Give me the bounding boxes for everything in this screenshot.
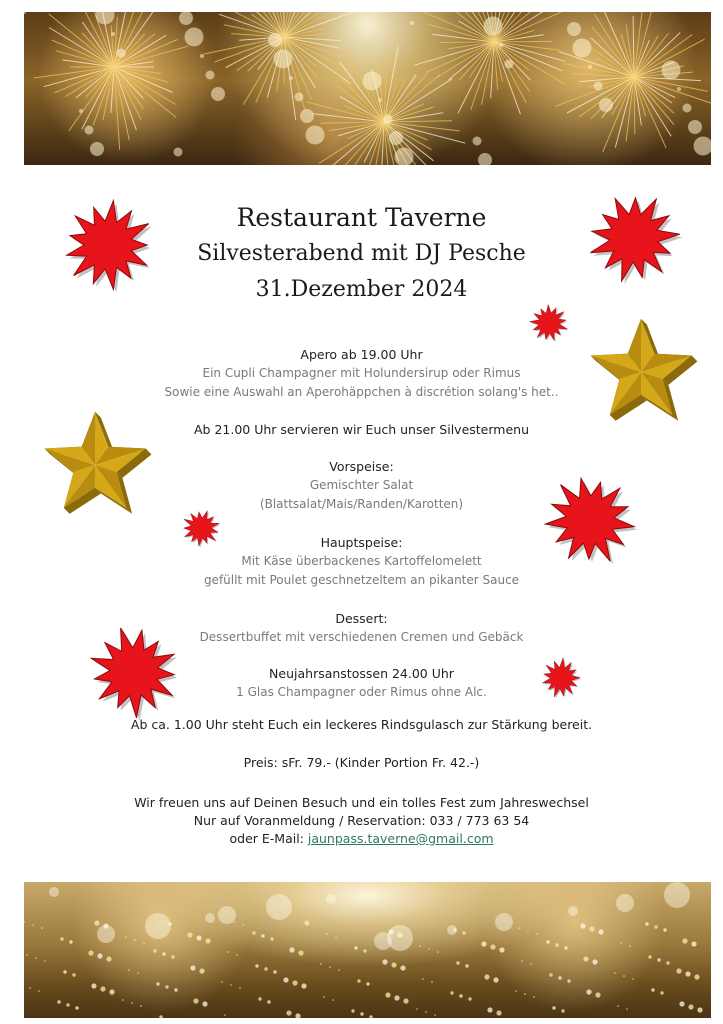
email-line (0, 830, 723, 848)
page-title: Restaurant Taverne (236, 203, 487, 232)
hauptspeise-heading: Hauptspeise: (320, 535, 403, 550)
apero-heading: Apero ab 19.00 Uhr (300, 347, 423, 362)
vorspeise-heading: Vorspeise: (329, 459, 394, 474)
vorspeise-line: (Blattsalat/Mais/Randen/Karotten) (259, 497, 464, 511)
vorspeise-line: Gemischter Salat (309, 478, 414, 492)
menu-intro: Ab 21.00 Uhr servieren wir Euch unser Silvestermenu (193, 422, 530, 437)
event-subtitle: Silvesterabend mit DJ Pesche (197, 241, 526, 266)
email-prefix: oder E-Mail: (229, 831, 304, 846)
glitter-image (24, 882, 711, 1018)
menu-content (0, 200, 723, 848)
hauptspeise-line: Mit Käse überbackenes Kartoffelomelett (241, 554, 482, 568)
event-date: 31.Dezember 2024 (255, 277, 468, 302)
footer-line: Wir freuen uns auf Deinen Besuch und ein tolles Fest zum Jahreswechsel (134, 795, 589, 810)
fireworks-image (24, 12, 711, 165)
dessert-heading: Dessert: (335, 611, 388, 626)
hauptspeise-line: gefüllt mit Poulet geschnetzeltem an pikanter Sauce (203, 573, 520, 587)
neujahr-line: 1 Glas Champagner oder Rimus ohne Alc. (236, 685, 487, 699)
dessert-line: Dessertbuffet mit verschiedenen Cremen und Gebäck (199, 630, 524, 644)
apero-line: Sowie eine Auswahl an Aperohäppchen à discrétion solang's het.. (164, 385, 559, 399)
reservation-line: Nur auf Voranmeldung / Reservation: 033 / 773 63 54 (193, 813, 530, 828)
gulasch-note: Ab ca. 1.00 Uhr steht Euch ein leckeres Rindsgulasch zur Stärkung bereit. (130, 717, 593, 732)
neujahr-heading: Neujahrsanstossen 24.00 Uhr (269, 666, 454, 681)
price-line: Preis: sFr. 79.- (Kinder Portion Fr. 42.-) (243, 755, 480, 770)
apero-line: Ein Cupli Champagner mit Holundersirup oder Rimus (202, 366, 521, 380)
email-link[interactable]: jaunpass.taverne@gmail.com (307, 831, 494, 846)
